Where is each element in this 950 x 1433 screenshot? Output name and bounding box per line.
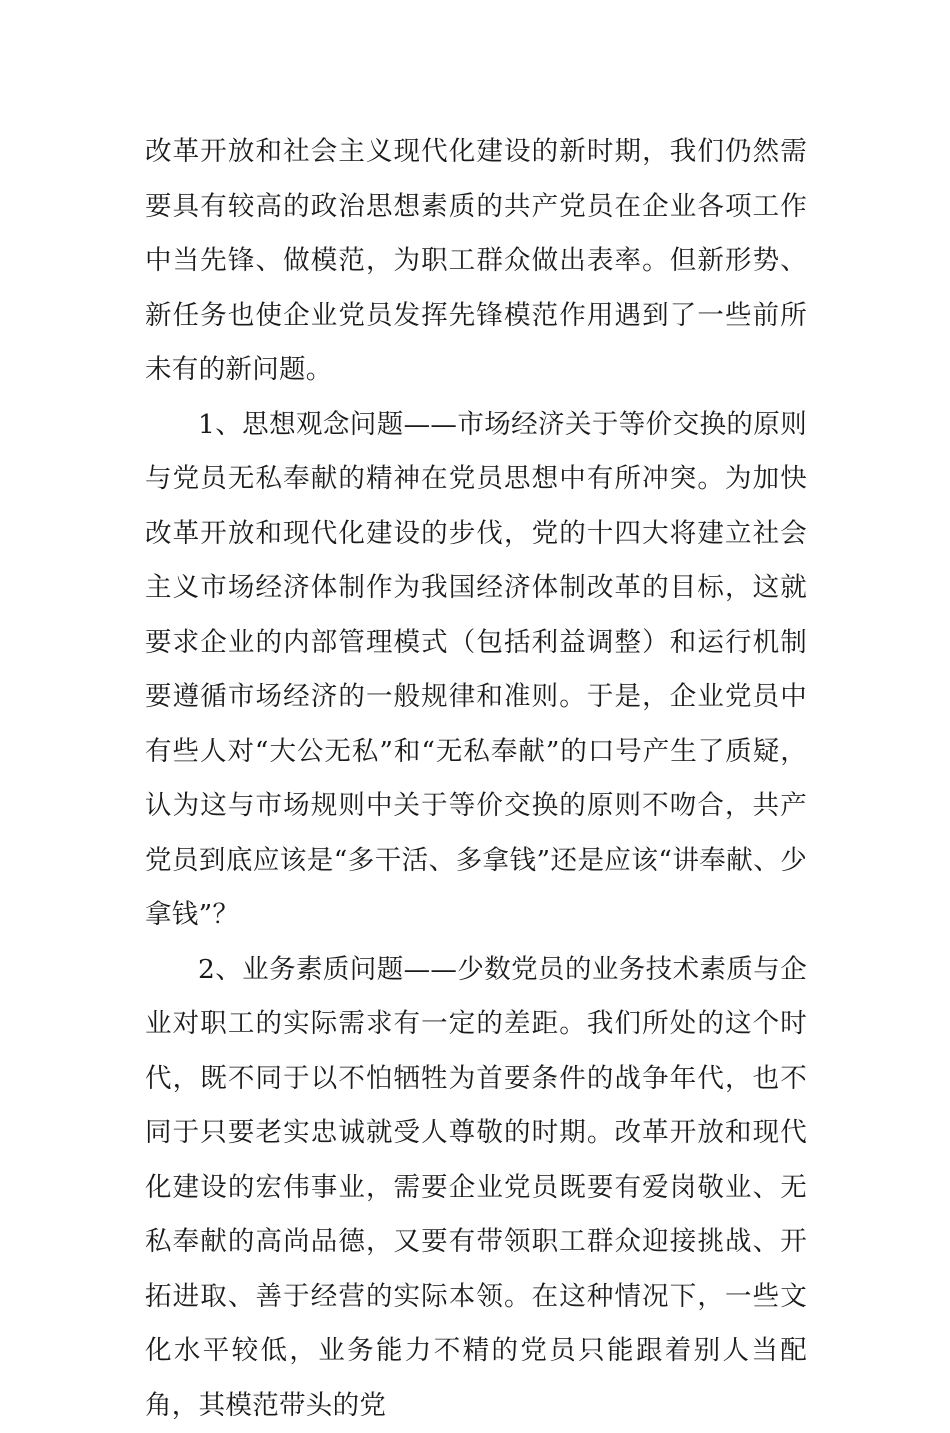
paragraph-point-1: 1、思想观念问题——市场经济关于等价交换的原则与党员无私奉献的精神在党员思想中有所冲突。为加快改革开放和现代化建设的步伐，党的十四大将建立社会主义市场经济体制作为我国经济体制改革的目标，这就要求企业的内部管理模式（包括利益调整）和运行机制要遵循市场经济的一般规律和准则。于是，企业党员中有些人对“大公无私”和“无私奉献”的口号产生了质疑，认为这与市场规则中关于等价交换的原则不吻合，共产党员到底应该是“多干活、多拿钱”还是应该“讲奉献、少拿钱”？ [145, 398, 807, 943]
paragraph-intro: 改革开放和社会主义现代化建设的新时期，我们仍然需要具有较高的政治思想素质的共产党员在企业各项工作中当先锋、做模范，为职工群众做出表率。但新形势、新任务也使企业党员发挥先锋模范作用遇到了一些前所未有的新问题。 [145, 125, 807, 398]
paragraph-point-2: 2、业务素质问题——少数党员的业务技术素质与企业对职工的实际需求有一定的差距。我们所处的这个时代，既不同于以不怕牺牲为首要条件的战争年代，也不同于只要老实忠诚就受人尊敬的时期。改革开放和现代化建设的宏伟事业，需要企业党员既要有爱岗敬业、无私奉献的高尚品德，又要有带领职工群众迎接挑战、开拓进取、善于经营的实际本领。在这种情况下，一些文化水平较低，业务能力不精的党员只能跟着别人当配角，其模范带头的党 [145, 943, 807, 1433]
document-body [145, 125, 807, 1433]
